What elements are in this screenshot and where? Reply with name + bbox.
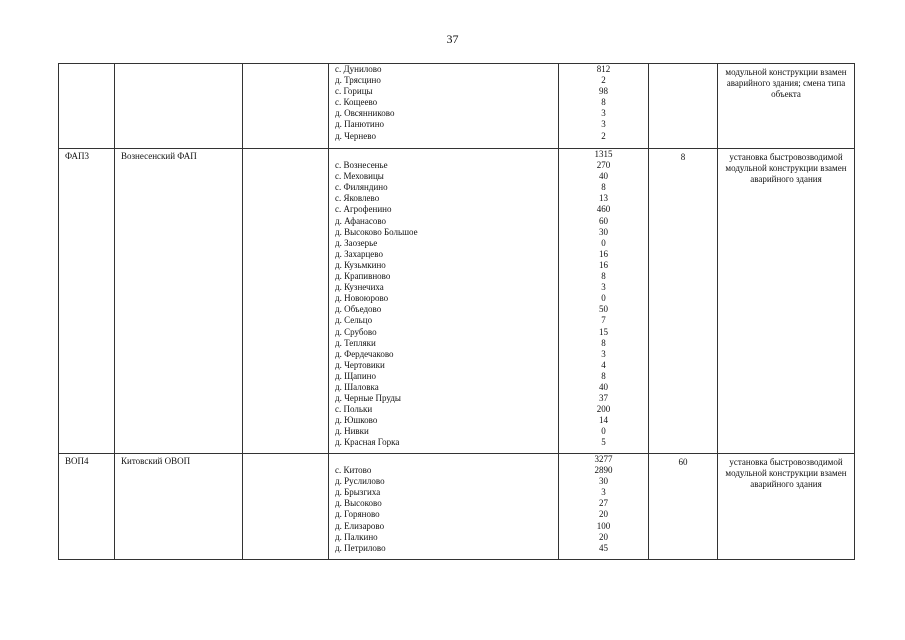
population-value: 4 [601, 359, 606, 370]
population-value: 60 [599, 215, 608, 226]
settlement: д. Высоково [335, 498, 382, 509]
settlement: д. Красная Горка [335, 437, 400, 448]
population-value: 8 [601, 182, 606, 193]
capacity-cell [649, 64, 718, 149]
empty-cell [243, 149, 329, 454]
table-row [59, 454, 855, 560]
settlement: д. Объедово [335, 304, 382, 315]
population-value: 7 [601, 315, 606, 326]
settlement: д. Кузнечиха [335, 282, 384, 293]
settlement: д. Крапивново [335, 271, 391, 282]
population-value: 15 [599, 326, 608, 337]
population-cell [559, 454, 649, 560]
settlement: с. Филяндино [335, 182, 388, 193]
population-value: 0 [601, 237, 606, 248]
population-value: 98 [599, 86, 608, 97]
population-value: 37 [599, 393, 608, 404]
settlement: д. Чертовики [335, 359, 385, 370]
measures-cell: установка быстровозводимой модульной конструкции взамен аварийного здания [718, 149, 855, 454]
measures-cell: установка быстровозводимой модульной конструкции взамен аварийного здания [718, 454, 855, 560]
empty-cell [243, 454, 329, 560]
population-cell [559, 64, 649, 149]
settlement: д. Елизарово [335, 520, 385, 531]
facility-name-cell: Вознесенский ФАП [115, 149, 243, 454]
table-row [59, 64, 855, 149]
settlement: с. Вознесенье [335, 160, 388, 171]
population-value: 13 [599, 193, 608, 204]
population-value: 27 [599, 498, 608, 509]
settlement: д. Петрилово [335, 542, 386, 553]
population-value: 5 [601, 437, 606, 448]
settlement: д. Тепляки [335, 337, 376, 348]
settlement: с. Агрофенино [335, 204, 392, 215]
settlement: д. Щапино [335, 370, 376, 381]
population-value: 8 [601, 271, 606, 282]
population-cell [559, 149, 649, 454]
population-value: 460 [596, 204, 611, 215]
settlement: д. Кузьмкино [335, 259, 386, 270]
settlement: д. Захарцево [335, 248, 383, 259]
population-value: 2 [601, 75, 606, 86]
population-value: 50 [599, 304, 608, 315]
settlement: д. Афанасово [335, 215, 387, 226]
population-value: 812 [596, 64, 611, 74]
settlement: д. Руслилово [335, 476, 385, 487]
population-value: 40 [599, 381, 608, 392]
population-value: 0 [601, 293, 606, 304]
capacity-cell: 60 [649, 454, 718, 560]
population-value: 270 [596, 160, 611, 171]
capacity-cell: 8 [649, 149, 718, 454]
population-value: 8 [601, 97, 606, 108]
population-value: 2 [601, 130, 606, 141]
facility-name-cell [115, 64, 243, 149]
settlement: с. Горицы [335, 86, 373, 97]
population-value: 16 [599, 259, 608, 270]
population-value: 14 [599, 415, 608, 426]
population-value: 100 [596, 520, 611, 531]
population-value: 3 [601, 348, 606, 359]
settlements-cell [329, 454, 559, 560]
settlement: д. Шаловка [335, 381, 379, 392]
settlement: д. Палкино [335, 531, 378, 542]
facilities-table [58, 63, 855, 560]
settlement: с. Дунилово [335, 64, 382, 74]
settlements-cell [329, 64, 559, 149]
population-value: 16 [599, 248, 608, 259]
settlement: д. Трясцино [335, 75, 381, 86]
settlement: д. Черневo [335, 130, 376, 141]
settlement: д. Брызгиха [335, 487, 381, 498]
population-value: 2890 [594, 465, 613, 476]
population-value: 20 [599, 509, 608, 520]
empty-cell [243, 64, 329, 149]
settlement: д. Высоково Большое [335, 226, 418, 237]
population-value: 3 [601, 119, 606, 130]
settlement: с. Меховицы [335, 171, 384, 182]
population-value: 200 [596, 404, 611, 415]
population-value: 8 [601, 370, 606, 381]
settlement: д. Фердечаково [335, 348, 394, 359]
population-value: 45 [599, 542, 608, 553]
population-value: 20 [599, 531, 608, 542]
settlement: д. Сельцо [335, 315, 373, 326]
population-value: 3 [601, 282, 606, 293]
facility-code-cell [59, 64, 115, 149]
total-population: 1315 [594, 149, 613, 159]
settlement: д. Новоюрово [335, 293, 389, 304]
settlements-cell [329, 149, 559, 454]
population-value: 40 [599, 171, 608, 182]
settlement: д. Срубово [335, 326, 377, 337]
settlement: д. Юшково [335, 415, 378, 426]
measures-cell: модульной конструкции взамен аварийного здания; смена типа объекта [718, 64, 855, 149]
settlement: д. Заозерье [335, 237, 378, 248]
settlement: с. Яковлево [335, 193, 380, 204]
population-value: 3 [601, 108, 606, 119]
settlement: д. Горяново [335, 509, 380, 520]
settlement: с. Польки [335, 404, 373, 415]
facility-code-cell: ФАП3 [59, 149, 115, 454]
settlement: д. Черные Пруды [335, 393, 401, 404]
settlement: д. Нивки [335, 426, 369, 437]
settlement: д. Овсянниково [335, 108, 395, 119]
total-population: 3277 [594, 454, 613, 464]
population-value: 3 [601, 487, 606, 498]
population-value: 8 [601, 337, 606, 348]
facility-name-cell: Китовский ОВОП [115, 454, 243, 560]
facility-code-cell: ВОП4 [59, 454, 115, 560]
population-value: 30 [599, 476, 608, 487]
settlement: д. Панютино [335, 119, 385, 130]
settlement: с. Китово [335, 465, 372, 476]
settlement: с. Кощеево [335, 97, 378, 108]
page-number: 37 [446, 32, 459, 46]
population-value: 30 [599, 226, 608, 237]
population-value: 0 [601, 426, 606, 437]
table-row [59, 149, 855, 454]
